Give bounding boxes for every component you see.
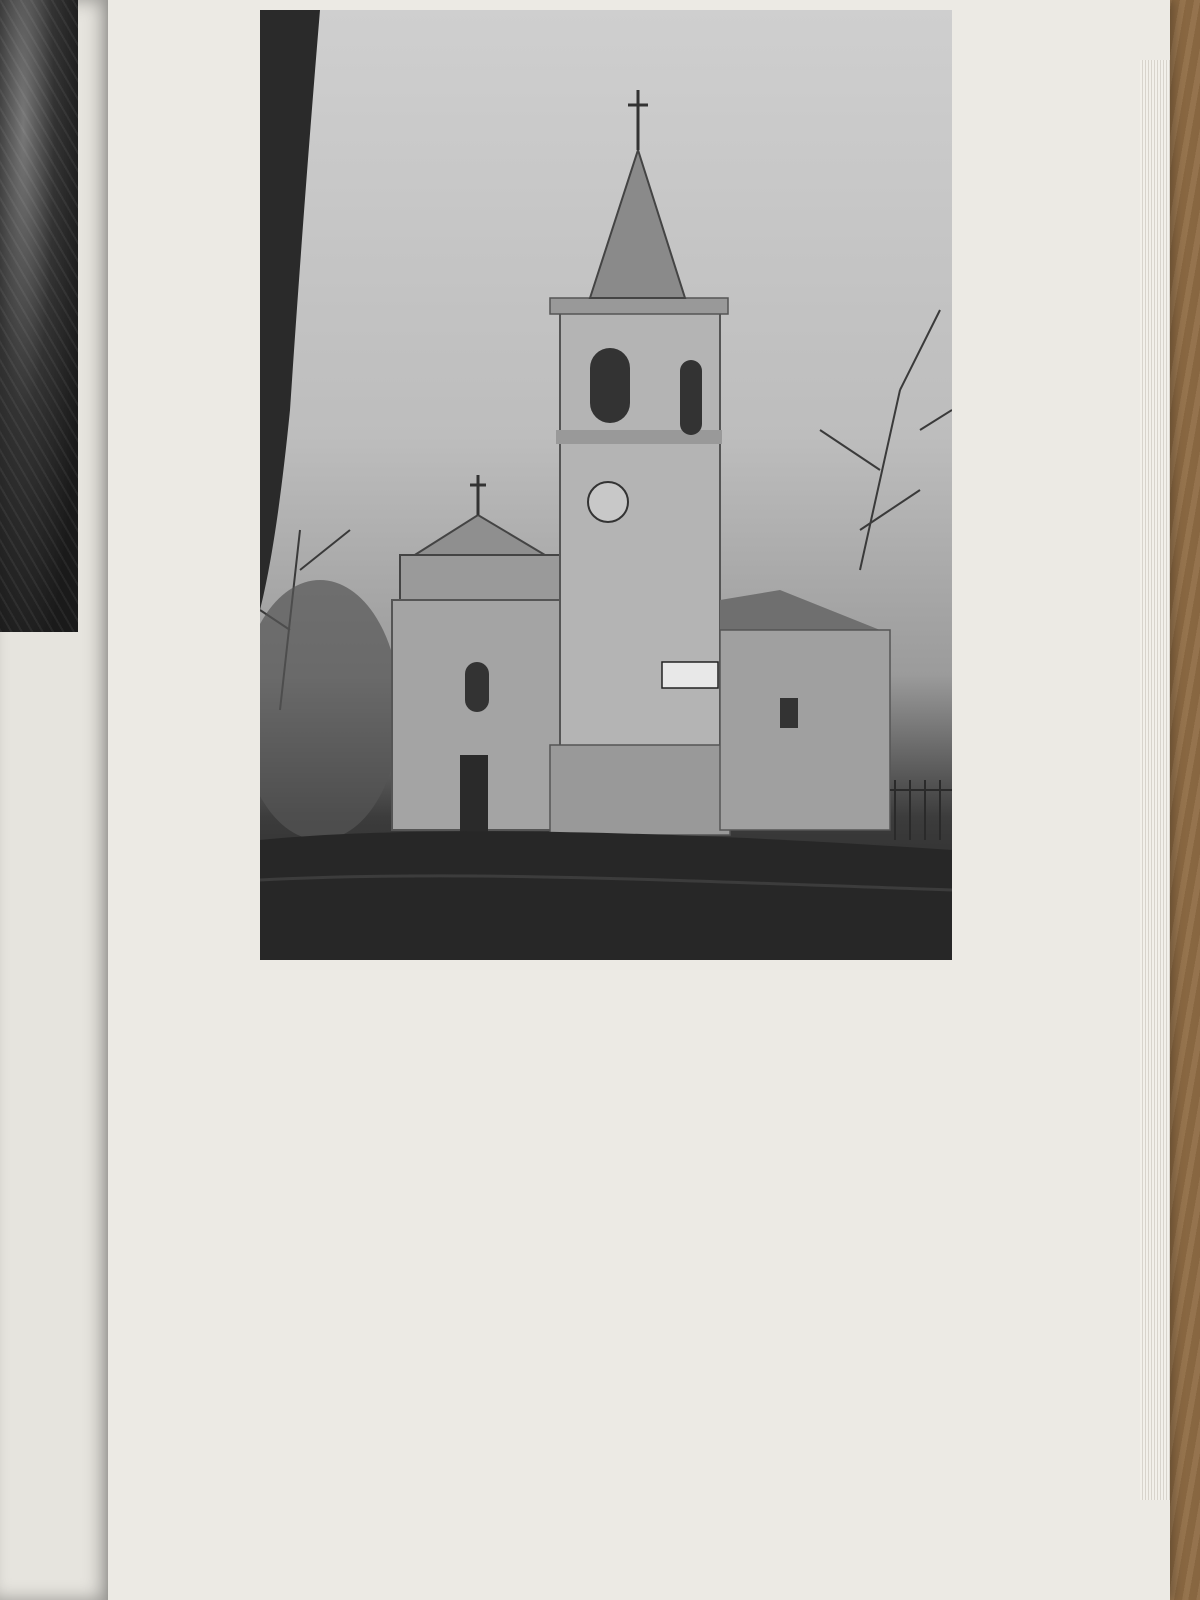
left-page-photo bbox=[0, 0, 78, 632]
church-photo bbox=[260, 10, 952, 960]
church-photo-drawing bbox=[260, 10, 952, 960]
page-edges bbox=[1140, 60, 1170, 1500]
left-facing-page bbox=[0, 0, 112, 1600]
